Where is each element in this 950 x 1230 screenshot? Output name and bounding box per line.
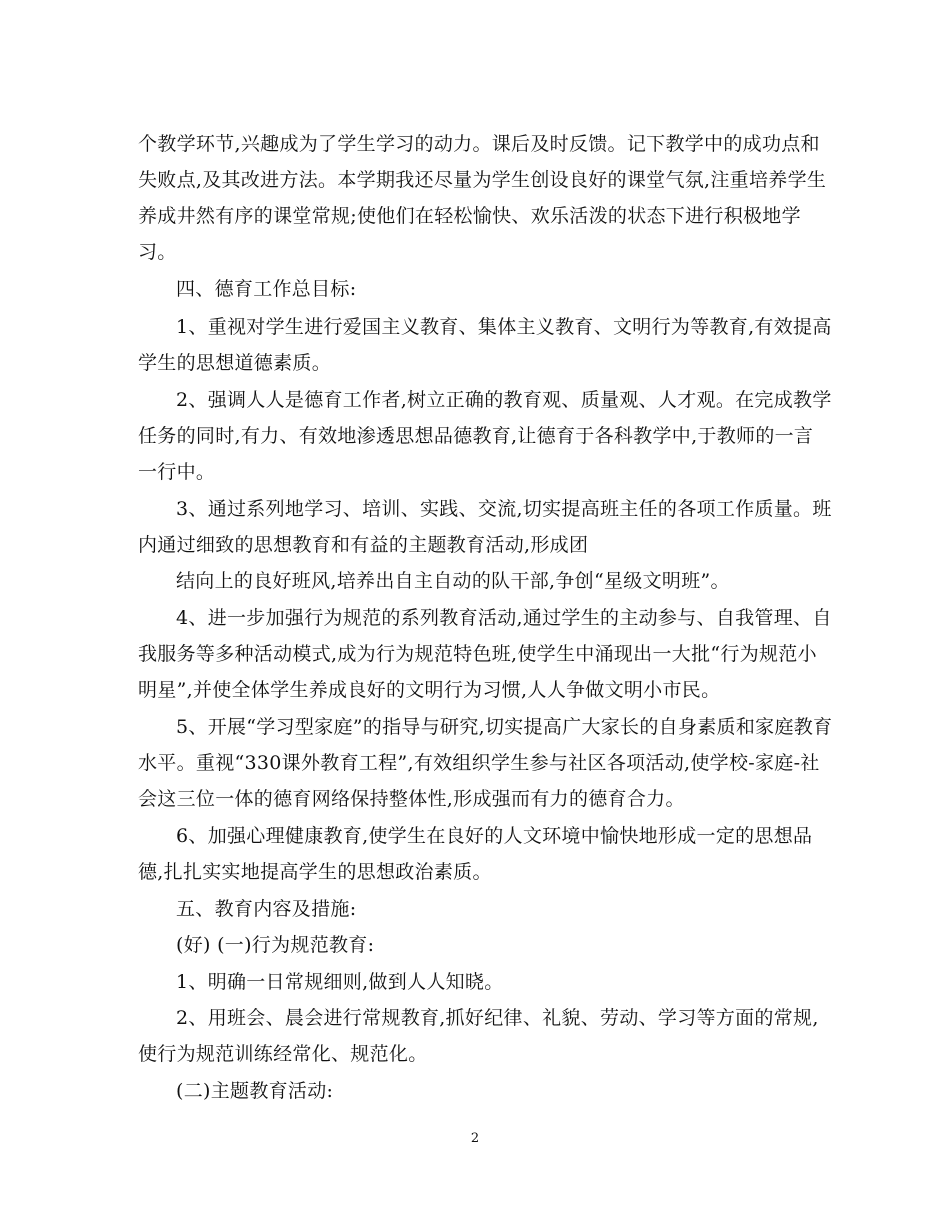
text-line: 1、重视对学生进行爱国主义教育、集体主义教育、文明行为等教育,有效提高 — [176, 316, 832, 338]
text-line: 6、加强心理健康教育,使学生在良好的人文环境中愉快地形成一定的思想品 — [176, 825, 813, 847]
text-line: 5、开展“学习型家庭”的指导与研究,切实提高广大家长的自身素质和家庭教育 — [176, 716, 833, 738]
text-line: 个教学环节,兴趣成为了学生学习的动力。课后及时反馈。记下教学中的成功点和 — [138, 133, 820, 155]
text-line: 养成井然有序的课堂常规;使他们在轻松愉快、欢乐活泼的状态下进行积极地学 — [138, 205, 801, 227]
subsection-heading: (二)主题教育活动: — [176, 1080, 334, 1102]
text-line: 明星”,并使全体学生养成良好的文明行为习惯,人人争做文明小市民。 — [138, 679, 721, 701]
section-heading: 四、德育工作总目标: — [176, 278, 357, 300]
text-line: 结向上的良好班风,培养出自主自动的队干部,争创“星级文明班”。 — [176, 570, 730, 592]
text-line: 使行为规范训练经常化、规范化。 — [138, 1043, 428, 1065]
text-line: 学生的思想道德素质。 — [138, 352, 332, 374]
text-line: 我服务等多种活动模式,成为行为规范特色班,使学生中涌现出一大批“行为规范小 — [138, 643, 817, 665]
text-line: 1、明确一日常规细则,做到人人知晓。 — [176, 971, 504, 993]
text-line: 失败点,及其改进方法。本学期我还尽量为学生创设良好的课堂气氛,注重培养学生 — [138, 169, 827, 191]
text-line: 3、通过系列地学习、培训、实践、交流,切实提高班主任的各项工作质量。班 — [176, 498, 832, 520]
text-line: 德,扎扎实实地提高学生的思想政治素质。 — [138, 861, 492, 883]
text-line: 内通过细致的思想教育和有益的主题教育活动,形成团 — [138, 534, 589, 556]
text-line: 水平。重视“330课外教育工程”,有效组织学生参与社区各项活动,使学校-家庭-社 — [138, 752, 820, 774]
text-line: 会这三位一体的德育网络保持整体性,形成强而有力的德育合力。 — [138, 788, 685, 810]
text-line: 2、强调人人是德育工作者,树立正确的教育观、质量观、人才观。在完成教学 — [176, 389, 832, 411]
text-line: 4、进一步加强行为规范的系列教育活动,通过学生的主动参与、自我管理、自 — [176, 607, 832, 629]
page-number: 2 — [470, 1131, 480, 1146]
text-line: 一行中。 — [138, 461, 216, 483]
subsection-heading: (好) (一)行为规范教育: — [176, 934, 375, 956]
text-line: 2、用班会、晨会进行常规教育,抓好纪律、礼貌、劳动、学习等方面的常规, — [176, 1007, 819, 1029]
text-line: 任务的同时,有力、有效地渗透思想品德教育,让德育于各科教学中,于教师的一言 — [138, 425, 814, 447]
section-heading: 五、教育内容及措施: — [176, 898, 357, 920]
text-line: 习。 — [138, 241, 177, 263]
